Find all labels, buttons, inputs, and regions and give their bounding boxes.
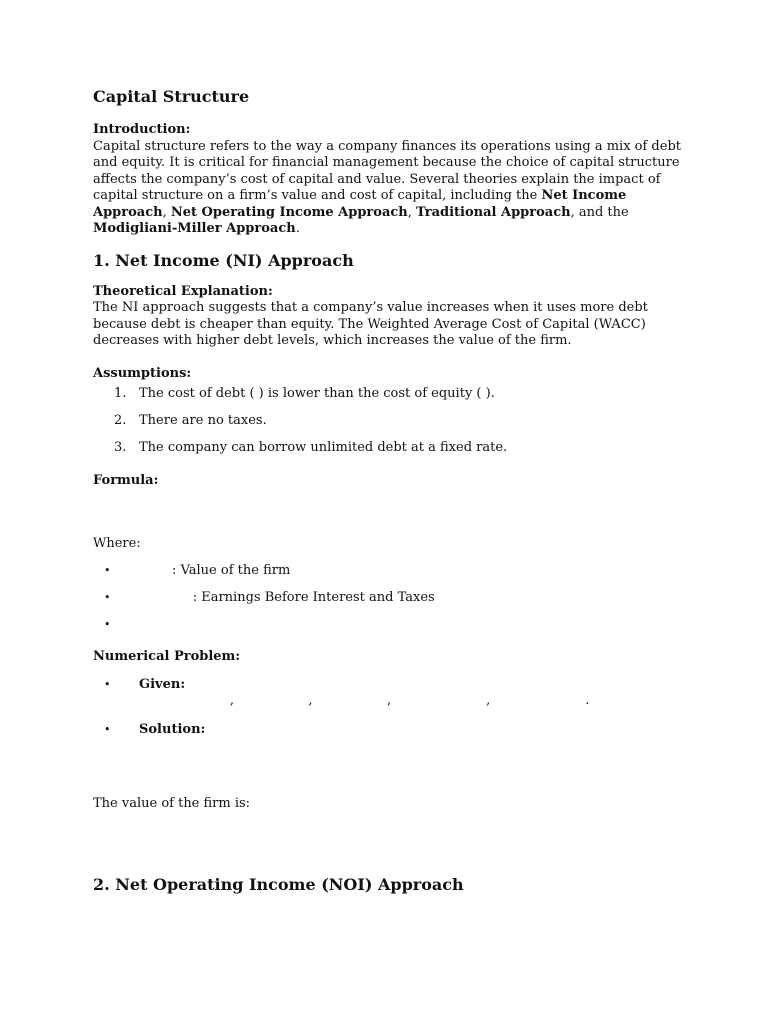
- intro-sep-2: ,: [407, 204, 417, 220]
- where-label: Where:: [93, 535, 141, 551]
- solution-label: Solution:: [139, 721, 206, 737]
- intro-sep-1: ,: [162, 204, 171, 220]
- bullet: •: [104, 677, 111, 691]
- intro-noi-approach: Net Operating Income Approach: [170, 204, 408, 220]
- intro-traditional-approach: Traditional Approach: [416, 204, 571, 220]
- document-title: Capital Structure: [93, 87, 250, 106]
- numerical-problem-label: Numerical Problem:: [93, 649, 241, 664]
- intro-sep-3: , and the: [570, 204, 629, 220]
- formula-area: [93, 490, 683, 536]
- where-item: [93, 617, 683, 644]
- assumption-item: [93, 386, 683, 413]
- assumption-text: The company can borrow unlimited debt at a fixed rate.: [139, 440, 508, 455]
- where-item-text: : Earnings Before Interest and Taxes: [139, 590, 435, 605]
- assumption-number: 1.: [114, 386, 127, 401]
- intro-sep-4: .: [295, 221, 300, 236]
- where-item: [93, 590, 683, 617]
- intro-mm-approach: Modigliani-Miller Approach: [93, 221, 296, 236]
- firm-value-text: The value of the firm is:: [93, 795, 251, 811]
- formula-label: Formula:: [93, 473, 159, 488]
- solution-item: [93, 722, 683, 738]
- assumption-item: [93, 440, 683, 467]
- assumption-text: There are no taxes.: [139, 413, 267, 428]
- numerical-list: [93, 677, 683, 738]
- bullet: •: [104, 618, 111, 631]
- where-item: [93, 563, 683, 590]
- assumption-text: The cost of debt ( ) is lower than the cost of equity ( ).: [139, 386, 495, 401]
- bullet: •: [104, 722, 111, 736]
- given-item: [93, 677, 683, 722]
- given-values: , , , , .: [139, 692, 590, 708]
- bullet: •: [104, 591, 111, 604]
- where-list: [93, 563, 683, 644]
- ni-approach-heading: 1. Net Income (NI) Approach: [93, 250, 354, 270]
- introduction-label: Introduction:: [93, 122, 191, 137]
- assumptions-list: [93, 386, 683, 467]
- assumption-number: 2.: [114, 413, 127, 428]
- intro-text: Capital structure refers to the way a company finances its operations using a mix of debt and equity. It is critical for financial management because the choice of capital structure affects the company’s cost of capital and value. Several theories explain the impact of capital structure on a firm’s value and cost of capital, including the: [93, 138, 681, 203]
- where-item-text: : Value of the firm: [139, 563, 291, 578]
- assumption-number: 3.: [114, 440, 127, 455]
- noi-approach-heading: 2. Net Operating Income (NOI) Approach: [93, 875, 464, 894]
- introduction-paragraph: [93, 139, 683, 238]
- intro-ni-approach: Net Income Approach: [93, 188, 627, 220]
- assumption-item: [93, 413, 683, 440]
- solution-area: [93, 738, 683, 796]
- given-label: Given:: [139, 676, 186, 692]
- theoretical-explanation-label: Theoretical Explanation:: [93, 283, 273, 299]
- assumptions-label: Assumptions:: [93, 365, 192, 381]
- document-page: [93, 86, 683, 896]
- theoretical-explanation-text: The NI approach suggests that a company’s value increases when it uses more debt because debt is cheaper than equity. The Weighted Average Cost of Capital (WACC) decreases with higher debt levels, which increases the value of the firm.: [93, 300, 648, 348]
- bullet: •: [104, 564, 111, 577]
